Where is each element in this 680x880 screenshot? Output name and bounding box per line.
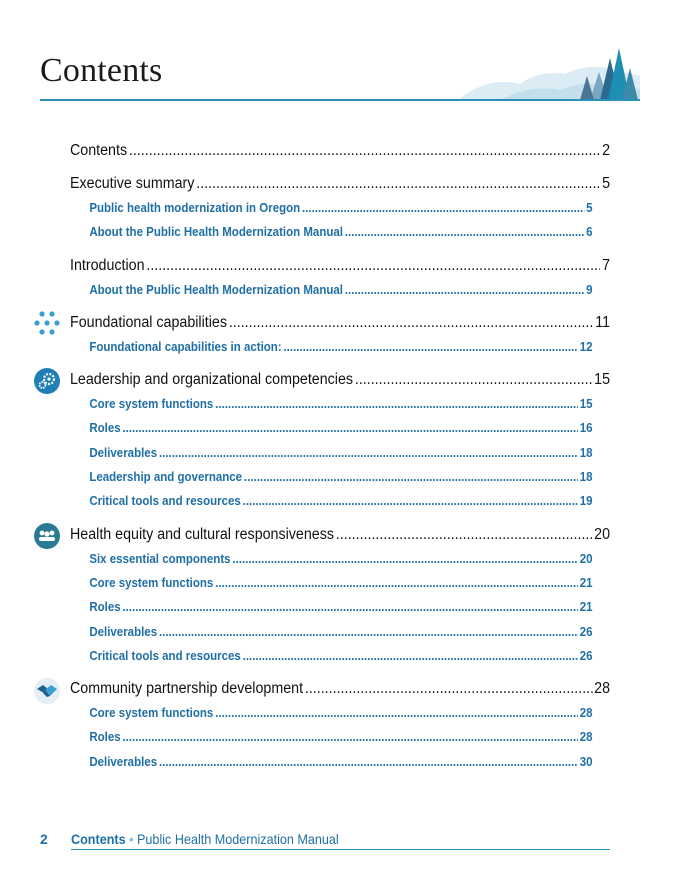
toc-page-number: 28	[579, 730, 593, 745]
page-title: Contents	[40, 52, 163, 89]
toc-page-number: 5	[602, 175, 611, 192]
toc-entry-label: About the Public Health Modernization Manual	[89, 282, 343, 297]
toc-page-number: 26	[579, 624, 593, 639]
dot-leader	[355, 368, 592, 392]
mountain-forest-illustration	[400, 40, 640, 102]
toc-entry-label: Roles	[89, 421, 121, 436]
toc-subentry[interactable]	[70, 465, 593, 489]
table-of-contents	[70, 139, 610, 774]
dot-leader	[146, 254, 600, 278]
toc-entry-label: About the Public Health Modernization Manual	[89, 225, 343, 240]
toc-page-number: 15	[579, 397, 593, 412]
toc-gap	[70, 245, 610, 254]
toc-entry-label: Critical tools and resources	[89, 494, 241, 509]
toc-page-number: 6	[586, 225, 593, 240]
footer-section: Contents	[71, 831, 126, 847]
leadership-gears-icon	[34, 368, 60, 394]
toc-entry-label: Foundational capabilities	[70, 313, 227, 331]
toc-subentry[interactable]	[70, 547, 593, 571]
dot-leader	[229, 311, 594, 335]
dot-leader	[243, 644, 578, 668]
toc-page-number: 30	[579, 754, 593, 769]
title-rule	[40, 99, 640, 101]
toc-entry[interactable]	[70, 368, 610, 392]
toc-entry-label: Roles	[89, 600, 121, 615]
toc-subentry[interactable]	[70, 725, 593, 749]
toc-entry-label: Deliverables	[89, 624, 158, 639]
footer-page-number: 2	[40, 831, 48, 847]
dot-leader	[122, 595, 577, 619]
dot-leader	[345, 220, 585, 244]
dot-leader	[232, 547, 578, 571]
toc-subentry[interactable]	[70, 620, 593, 644]
toc-page-number: 26	[579, 648, 593, 663]
toc-entry-label: Health equity and cultural responsiveness	[70, 525, 334, 543]
toc-page-number: 12	[579, 339, 593, 354]
dot-leader	[159, 750, 578, 774]
dot-leader	[305, 677, 592, 701]
toc-subentry[interactable]	[70, 595, 593, 619]
toc-page-number: 7	[602, 256, 611, 274]
toc-entry-label: Leadership and organizational competencies	[70, 371, 354, 389]
dot-leader	[122, 725, 577, 749]
toc-page-number: 9	[586, 282, 593, 297]
toc-page-number: 15	[594, 371, 611, 389]
dot-leader	[345, 278, 585, 302]
toc-subentry[interactable]	[70, 196, 593, 220]
toc-entry-label: Leadership and governance	[89, 470, 243, 485]
toc-entry-label: Core system functions	[89, 706, 214, 721]
toc-entry[interactable]	[70, 172, 610, 196]
toc-entry-label: Deliverables	[89, 754, 158, 769]
toc-page-number: 18	[579, 470, 593, 485]
toc-subentry[interactable]	[70, 416, 593, 440]
dot-leader	[283, 335, 577, 359]
toc-page-number: 2	[602, 142, 611, 159]
dot-leader	[243, 489, 578, 513]
toc-entry-label: Contents	[70, 142, 128, 159]
dot-leader	[215, 571, 578, 595]
toc-subentry[interactable]	[70, 644, 593, 668]
toc-entry-label: Community partnership development	[70, 680, 304, 698]
toc-entry[interactable]	[70, 523, 610, 547]
toc-page-number: 28	[579, 706, 593, 721]
toc-subentry[interactable]	[70, 278, 593, 302]
toc-gap	[70, 302, 610, 311]
toc-page-number: 28	[594, 680, 611, 698]
toc-page-number: 20	[594, 525, 611, 543]
toc-page-number: 16	[579, 421, 593, 436]
toc-page-number: 19	[579, 494, 593, 509]
toc-subentry[interactable]	[70, 571, 593, 595]
toc-entry-label: Six essential components	[89, 551, 231, 566]
toc-gap	[70, 359, 610, 368]
dot-leader	[159, 441, 578, 465]
dot-leader	[196, 172, 600, 196]
toc-subentry[interactable]	[70, 489, 593, 513]
toc-page-number: 5	[586, 201, 593, 215]
toc-entry[interactable]	[70, 254, 610, 278]
footer-document-title: Public Health Modernization Manual	[137, 831, 339, 847]
toc-entry-label: Core system functions	[89, 575, 214, 590]
dot-leader	[215, 392, 578, 416]
toc-gap	[70, 668, 610, 677]
toc-subentry[interactable]	[70, 750, 593, 774]
footer-separator: •	[129, 831, 134, 847]
toc-entry-label: Foundational capabilities in action:	[89, 339, 282, 354]
toc-entry-label: Deliverables	[89, 445, 158, 460]
toc-entry-label: Public health modernization in Oregon	[89, 201, 301, 215]
toc-entry[interactable]	[70, 677, 610, 701]
toc-gap	[70, 514, 610, 523]
dot-leader	[215, 701, 578, 725]
footer-rule	[71, 849, 610, 850]
dot-leader	[302, 196, 584, 220]
health-equity-people-icon	[34, 523, 60, 549]
dot-leader	[336, 523, 593, 547]
toc-page-number: 20	[579, 551, 593, 566]
toc-entry-label: Core system functions	[89, 397, 214, 412]
handshake-icon	[34, 678, 60, 704]
dot-leader	[159, 620, 578, 644]
footer-running-title	[71, 831, 339, 847]
dot-leader	[122, 416, 577, 440]
toc-entry[interactable]	[70, 139, 610, 163]
toc-entry[interactable]	[70, 311, 610, 335]
toc-gap	[70, 163, 610, 172]
toc-subentry[interactable]	[70, 441, 593, 465]
toc-entry-label: Executive summary	[70, 175, 195, 192]
toc-page-number: 18	[579, 445, 593, 460]
dot-leader	[244, 465, 578, 489]
toc-page-number: 21	[579, 600, 593, 615]
dot-leader	[129, 139, 600, 163]
toc-subentry[interactable]	[70, 220, 593, 244]
toc-page-number: 21	[579, 575, 593, 590]
foundational-capabilities-icon	[34, 310, 60, 336]
toc-subentry[interactable]	[70, 392, 593, 416]
toc-entry-label: Roles	[89, 730, 121, 745]
toc-entry-label: Critical tools and resources	[89, 648, 241, 663]
toc-subentry[interactable]	[70, 335, 593, 359]
toc-page-number: 11	[595, 313, 611, 331]
toc-subentry[interactable]	[70, 701, 593, 725]
toc-entry-label: Introduction	[70, 256, 145, 274]
